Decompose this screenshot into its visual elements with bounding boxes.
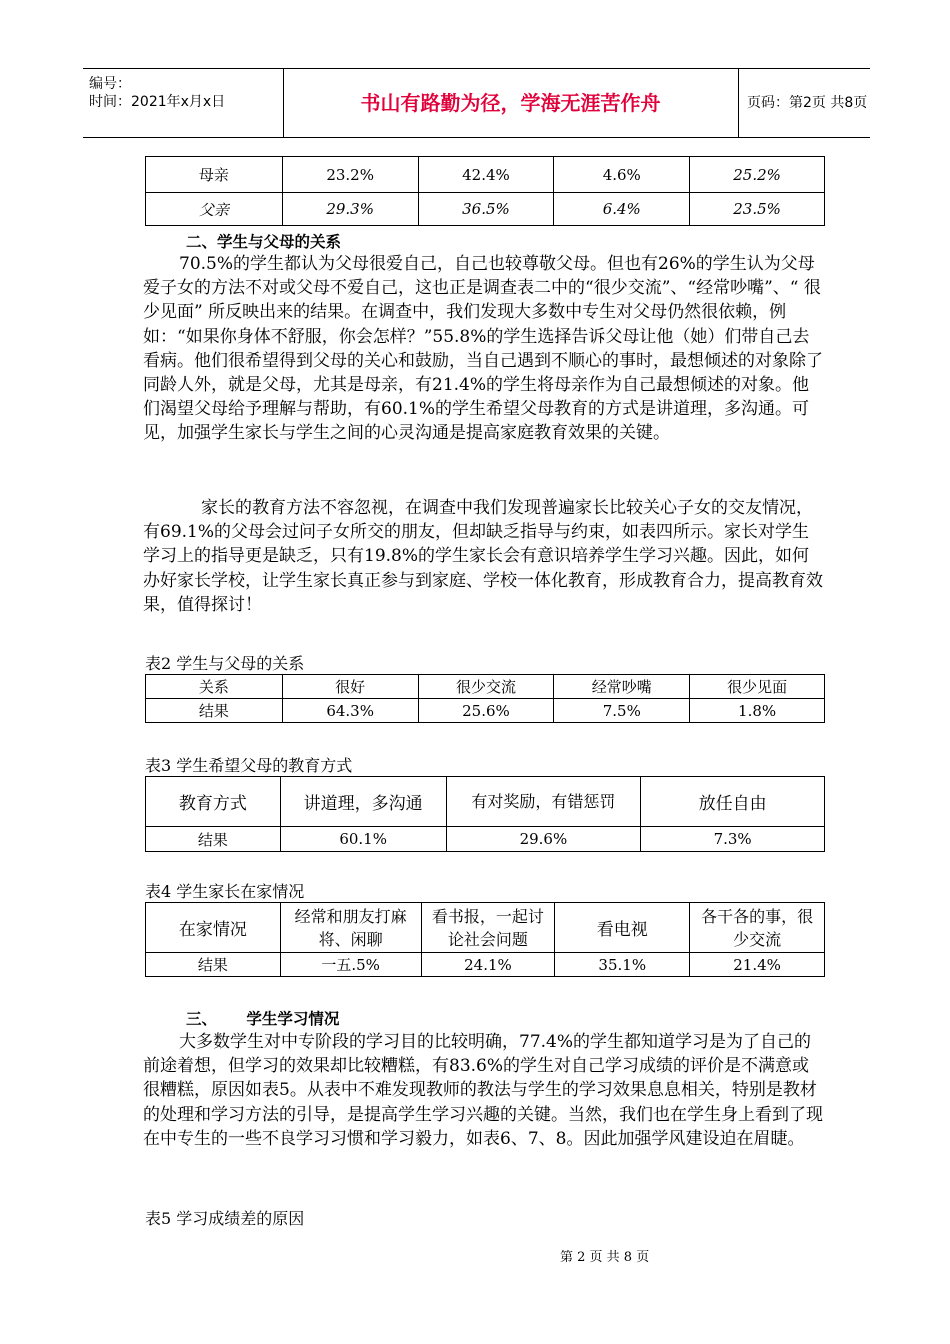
table-header-cell: 很好 bbox=[282, 675, 418, 699]
table-row bbox=[146, 827, 825, 852]
table-cell: 35.1% bbox=[555, 953, 690, 977]
table-cell: 1.8% bbox=[690, 699, 825, 723]
table-cell: 一五.5% bbox=[280, 953, 421, 977]
table-cell: 64.3% bbox=[282, 699, 418, 723]
table-header-cell: 关系 bbox=[146, 675, 283, 699]
table-cell: 25.6% bbox=[418, 699, 554, 723]
table-cell: 母亲 bbox=[146, 157, 283, 193]
table-cell: 7.5% bbox=[554, 699, 690, 723]
table-row bbox=[146, 157, 825, 193]
table-cell: 4.6% bbox=[554, 157, 690, 193]
table-header-row bbox=[146, 903, 825, 953]
table-2-caption: 表2 学生与父母的关系 bbox=[145, 654, 305, 673]
table-header-cell: 经常和朋友打麻将、闲聊 bbox=[280, 903, 421, 953]
paragraph-text: 家长的教育方法不容忽视，在调查中我们发现普遍家长比较关心子女的交友情况，有69.1%的父母会过问子女所交的朋友，但却缺乏指导与约束，如表四所示。家长对学生学习上的指导更是缺乏，只有19.8%的学生家长会有意识培养学生学习兴趣。因此，如何办好家长学校，让学生家长真正参与到家庭、学校一体化教育，形成教育合力，提高教育效果，值得探讨！ bbox=[143, 498, 823, 615]
table-4 bbox=[145, 902, 825, 977]
table-header-cell: 很少见面 bbox=[690, 675, 825, 699]
table-cell: 23.2% bbox=[282, 157, 418, 193]
table-cell: 25.2% bbox=[690, 157, 825, 193]
page-number-footer: 第 2 页 共 8 页 bbox=[560, 1250, 650, 1265]
section-3-paragraph bbox=[143, 1030, 823, 1151]
section-2-paragraph-2 bbox=[143, 496, 823, 617]
table-header-cell: 各干各的事，很少交流 bbox=[690, 903, 825, 953]
table-cell: 7.3% bbox=[641, 827, 825, 852]
table-5-caption: 表5 学习成绩差的原因 bbox=[145, 1209, 305, 1228]
table-row bbox=[146, 953, 825, 977]
table-header-row bbox=[146, 675, 825, 699]
table-header-cell: 放任自由 bbox=[641, 777, 825, 827]
table-4-caption: 表4 学生家长在家情况 bbox=[145, 882, 305, 901]
header-meta bbox=[83, 69, 284, 137]
table-3 bbox=[145, 776, 825, 852]
table-cell: 父亲 bbox=[146, 193, 283, 226]
table-2 bbox=[145, 674, 825, 723]
table-cell: 结果 bbox=[146, 699, 283, 723]
table-cell: 21.4% bbox=[690, 953, 825, 977]
table-row bbox=[146, 699, 825, 723]
table-cell: 36.5% bbox=[418, 193, 554, 226]
paragraph-text: 大多数学生对中专阶段的学习目的比较明确，77.4%的学生都知道学习是为了自己的前途着想，但学习的效果却比较糟糕，有83.6%的学生对自己学习成绩的评价是不满意或很糟糕，原因如表5。从表中不难发现教师的教法与学生的学习效果息息相关，特别是教材的处理和学习方法的引导，是提高学生学习兴趣的关键。当然，我们也在学生身上看到了现在中专生的一些不良学习习惯和学习毅力，如表6、7、8。因此加强学风建设迫在眉睫。 bbox=[143, 1032, 823, 1149]
table-header-cell: 教育方式 bbox=[146, 777, 281, 827]
table-header-cell: 看书报，一起讨论社会问题 bbox=[421, 903, 555, 953]
paragraph-text: 70.5%的学生都认为父母很爱自己，自己也较尊敬父母。但也有26%的学生认为父母爱子女的方法不对或父母不爱自己，这也正是调查表二中的“很少交流”、“经常吵嘴”、“ 很少见面” 所反映出来的结果。在调查中，我们发现大多数中专生对父母仍然很依赖，例如：“如果你身体不舒服，你会怎样？”55.8%的学生选择告诉父母让他（她）们带自己去看病。他们很希望得到父母的关心和鼓励，当自己遇到不顺心的事时，最想倾述的对象除了同龄人外，就是父母，尤其是母亲，有21.4%的学生将母亲作为自己最想倾述的对象。他们渴望父母给予理解与帮助，有60.1%的学生希望父母教育的方式是讲道理，多沟通。可见，加强学生家长与学生之间的心灵沟通是提高家庭教育效果的关键。 bbox=[143, 254, 823, 444]
table-row bbox=[146, 193, 825, 226]
section-3-number: 三、 bbox=[186, 1010, 218, 1028]
table-header-cell: 讲道理，多沟通 bbox=[280, 777, 446, 827]
header-code-label: 编号： bbox=[89, 76, 131, 92]
page-header bbox=[83, 68, 870, 138]
table-header-cell: 看电视 bbox=[555, 903, 690, 953]
section-3-heading bbox=[186, 1007, 339, 1029]
table-header-cell: 经常吵嘴 bbox=[554, 675, 690, 699]
table-cell: 24.1% bbox=[421, 953, 555, 977]
section-2-heading: 二、学生与父母的关系 bbox=[186, 233, 342, 251]
table-1-continued bbox=[145, 156, 825, 226]
table-header-cell: 很少交流 bbox=[418, 675, 554, 699]
table-cell: 23.5% bbox=[690, 193, 825, 226]
header-page-label: 页码：第2页 共8页 bbox=[747, 95, 868, 111]
table-cell: 42.4% bbox=[418, 157, 554, 193]
table-header-row bbox=[146, 777, 825, 827]
table-cell: 29.6% bbox=[446, 827, 641, 852]
table-header-cell: 有对奖励，有错惩罚 bbox=[446, 777, 641, 827]
table-header-cell: 在家情况 bbox=[146, 903, 281, 953]
table-cell: 60.1% bbox=[280, 827, 446, 852]
table-cell: 6.4% bbox=[554, 193, 690, 226]
table-cell: 结果 bbox=[146, 953, 281, 977]
table-cell: 结果 bbox=[146, 827, 281, 852]
section-3-title: 学生学习情况 bbox=[246, 1010, 340, 1028]
header-date-label: 时间：2021年x月x日 bbox=[89, 94, 226, 110]
header-motto: 书山有路勤为径，学海无涯苦作舟 bbox=[283, 69, 739, 137]
table-3-caption: 表3 学生希望父母的教育方式 bbox=[145, 756, 353, 775]
table-cell: 29.3% bbox=[282, 193, 418, 226]
section-2-paragraph-1 bbox=[143, 252, 823, 446]
